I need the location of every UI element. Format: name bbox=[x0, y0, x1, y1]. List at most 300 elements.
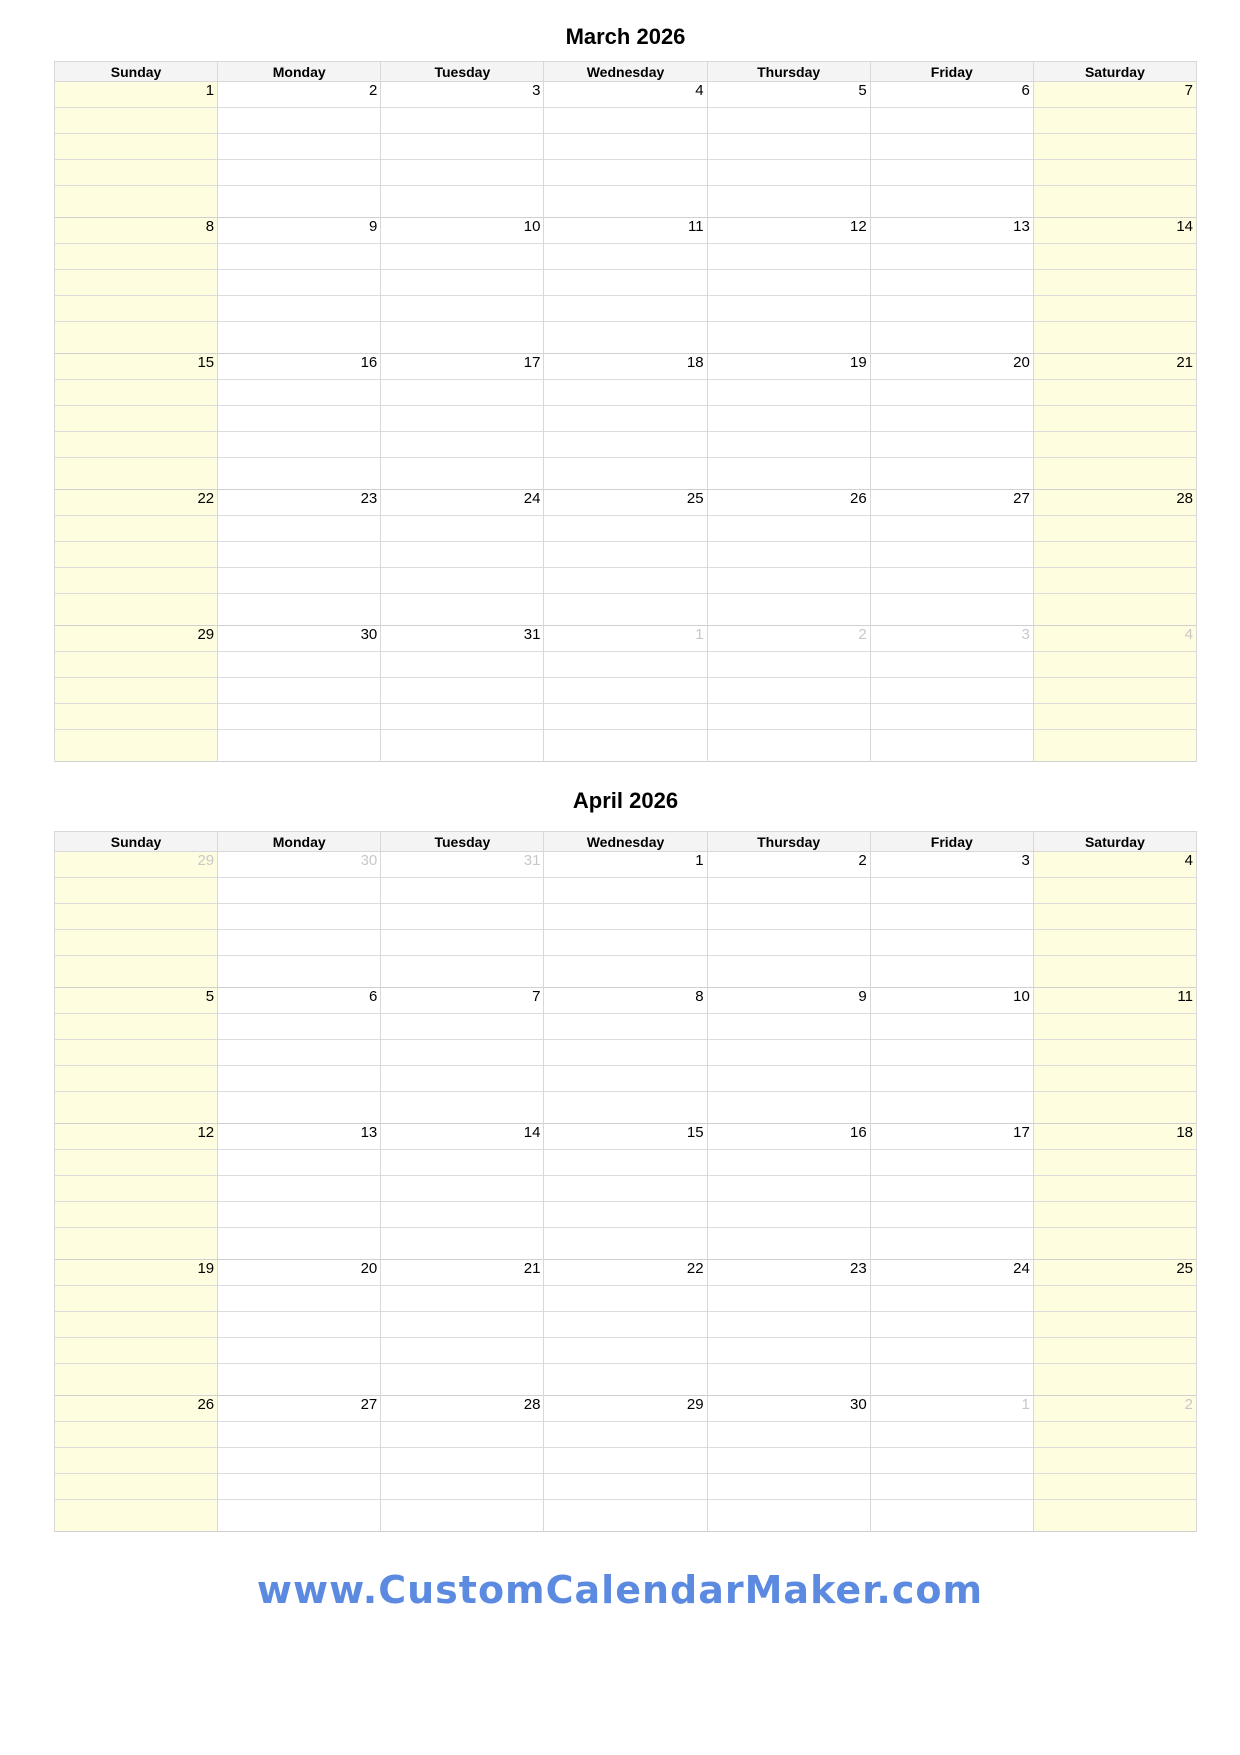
day-note-line bbox=[707, 186, 870, 218]
day-note-line bbox=[55, 568, 218, 594]
day-note-line bbox=[870, 594, 1033, 626]
day-number: 12 bbox=[707, 218, 870, 244]
day-note-line bbox=[381, 904, 544, 930]
day-number: 30 bbox=[218, 852, 381, 878]
day-note-line bbox=[870, 652, 1033, 678]
day-number: 14 bbox=[1033, 218, 1196, 244]
day-note-line bbox=[55, 1150, 218, 1176]
day-note-line bbox=[55, 542, 218, 568]
day-number: 1 bbox=[544, 852, 707, 878]
day-note-line bbox=[381, 1422, 544, 1448]
day-note-line bbox=[707, 380, 870, 406]
day-note-line bbox=[55, 186, 218, 218]
day-note-line bbox=[707, 594, 870, 626]
day-number: 31 bbox=[381, 626, 544, 652]
day-note-line bbox=[707, 1500, 870, 1532]
day-note-line bbox=[870, 704, 1033, 730]
day-number: 29 bbox=[55, 626, 218, 652]
day-note-line bbox=[870, 1150, 1033, 1176]
day-note-line bbox=[870, 730, 1033, 762]
day-note-line bbox=[1033, 652, 1196, 678]
day-note-line bbox=[1033, 322, 1196, 354]
weekday-header: Wednesday bbox=[544, 832, 707, 852]
day-note-line bbox=[218, 380, 381, 406]
day-note-line bbox=[1033, 380, 1196, 406]
day-note-line bbox=[707, 1150, 870, 1176]
day-note-line bbox=[870, 1176, 1033, 1202]
day-number: 30 bbox=[218, 626, 381, 652]
day-note-line bbox=[381, 1066, 544, 1092]
day-note-line bbox=[1033, 1286, 1196, 1312]
day-number: 1 bbox=[544, 626, 707, 652]
day-note-line bbox=[218, 134, 381, 160]
day-note-line bbox=[55, 1092, 218, 1124]
day-note-line bbox=[55, 134, 218, 160]
day-note-line bbox=[218, 296, 381, 322]
day-note-line bbox=[1033, 244, 1196, 270]
day-note-line bbox=[381, 730, 544, 762]
day-note-line bbox=[707, 516, 870, 542]
day-note-line bbox=[707, 1448, 870, 1474]
day-note-line bbox=[544, 270, 707, 296]
day-note-line bbox=[55, 432, 218, 458]
day-note-line bbox=[381, 1176, 544, 1202]
day-note-line bbox=[55, 1338, 218, 1364]
day-note-line bbox=[1033, 186, 1196, 218]
day-note-line bbox=[218, 652, 381, 678]
day-note-line bbox=[544, 1474, 707, 1500]
day-note-line bbox=[218, 594, 381, 626]
day-note-line bbox=[870, 1092, 1033, 1124]
day-note-line bbox=[544, 1448, 707, 1474]
day-note-line bbox=[55, 1364, 218, 1396]
day-note-line bbox=[55, 1014, 218, 1040]
day-note-line bbox=[218, 1474, 381, 1500]
day-note-line bbox=[544, 458, 707, 490]
day-number: 9 bbox=[218, 218, 381, 244]
day-note-line bbox=[544, 878, 707, 904]
day-number: 7 bbox=[1033, 82, 1196, 108]
day-number: 22 bbox=[55, 490, 218, 516]
day-note-line bbox=[1033, 878, 1196, 904]
day-note-line bbox=[707, 244, 870, 270]
day-note-line bbox=[870, 322, 1033, 354]
day-note-line bbox=[870, 904, 1033, 930]
day-note-line bbox=[544, 652, 707, 678]
day-number: 28 bbox=[381, 1396, 544, 1422]
day-note-line bbox=[544, 406, 707, 432]
weekday-header: Saturday bbox=[1033, 62, 1196, 82]
day-note-line bbox=[544, 1202, 707, 1228]
day-note-line bbox=[544, 1176, 707, 1202]
day-note-line bbox=[1033, 704, 1196, 730]
day-note-line bbox=[55, 678, 218, 704]
day-note-line bbox=[870, 1338, 1033, 1364]
day-note-line bbox=[218, 678, 381, 704]
day-note-line bbox=[870, 186, 1033, 218]
day-note-line bbox=[707, 432, 870, 458]
day-note-line bbox=[381, 594, 544, 626]
month-grid bbox=[54, 61, 1197, 762]
day-note-line bbox=[218, 244, 381, 270]
day-number: 5 bbox=[55, 988, 218, 1014]
day-note-line bbox=[381, 1150, 544, 1176]
day-note-line bbox=[1033, 1228, 1196, 1260]
day-note-line bbox=[1033, 1422, 1196, 1448]
day-number: 21 bbox=[381, 1260, 544, 1286]
day-note-line bbox=[870, 1014, 1033, 1040]
day-note-line bbox=[218, 1312, 381, 1338]
day-note-line bbox=[218, 1040, 381, 1066]
day-number: 16 bbox=[218, 354, 381, 380]
day-note-line bbox=[381, 1338, 544, 1364]
day-note-line bbox=[1033, 542, 1196, 568]
day-note-line bbox=[707, 1338, 870, 1364]
day-number: 26 bbox=[707, 490, 870, 516]
day-note-line bbox=[707, 652, 870, 678]
day-note-line bbox=[870, 930, 1033, 956]
day-note-line bbox=[544, 1066, 707, 1092]
day-note-line bbox=[381, 134, 544, 160]
site-logo[interactable]: www.CustomCalendarMaker.com bbox=[256, 1568, 984, 1612]
weekday-header: Tuesday bbox=[381, 62, 544, 82]
weekday-header: Tuesday bbox=[381, 832, 544, 852]
day-note-line bbox=[544, 704, 707, 730]
day-number: 13 bbox=[870, 218, 1033, 244]
day-number: 31 bbox=[381, 852, 544, 878]
day-note-line bbox=[218, 730, 381, 762]
day-note-line bbox=[544, 1092, 707, 1124]
day-note-line bbox=[870, 270, 1033, 296]
day-note-line bbox=[544, 542, 707, 568]
day-note-line bbox=[381, 1040, 544, 1066]
day-note-line bbox=[1033, 1092, 1196, 1124]
day-note-line bbox=[1033, 406, 1196, 432]
day-note-line bbox=[707, 878, 870, 904]
day-note-line bbox=[218, 930, 381, 956]
day-number: 8 bbox=[544, 988, 707, 1014]
day-number: 12 bbox=[55, 1124, 218, 1150]
day-note-line bbox=[218, 1422, 381, 1448]
day-note-line bbox=[1033, 160, 1196, 186]
day-note-line bbox=[1033, 930, 1196, 956]
day-note-line bbox=[1033, 1448, 1196, 1474]
day-note-line bbox=[1033, 1364, 1196, 1396]
day-note-line bbox=[381, 652, 544, 678]
day-number: 23 bbox=[218, 490, 381, 516]
day-note-line bbox=[218, 1448, 381, 1474]
day-number: 6 bbox=[870, 82, 1033, 108]
day-number: 3 bbox=[870, 626, 1033, 652]
day-number: 3 bbox=[381, 82, 544, 108]
day-note-line bbox=[870, 1312, 1033, 1338]
day-note-line bbox=[870, 1422, 1033, 1448]
day-note-line bbox=[381, 542, 544, 568]
day-note-line bbox=[544, 1500, 707, 1532]
day-note-line bbox=[55, 904, 218, 930]
day-note-line bbox=[544, 380, 707, 406]
day-note-line bbox=[707, 1066, 870, 1092]
day-note-line bbox=[707, 322, 870, 354]
day-note-line bbox=[218, 1066, 381, 1092]
day-note-line bbox=[55, 704, 218, 730]
day-note-line bbox=[218, 956, 381, 988]
day-note-line bbox=[381, 956, 544, 988]
day-note-line bbox=[55, 1228, 218, 1260]
day-note-line bbox=[55, 380, 218, 406]
day-note-line bbox=[544, 594, 707, 626]
day-note-line bbox=[1033, 1202, 1196, 1228]
day-note-line bbox=[870, 516, 1033, 542]
day-note-line bbox=[55, 930, 218, 956]
day-note-line bbox=[218, 160, 381, 186]
day-note-line bbox=[707, 1014, 870, 1040]
day-number: 23 bbox=[707, 1260, 870, 1286]
day-number: 25 bbox=[1033, 1260, 1196, 1286]
day-note-line bbox=[218, 1286, 381, 1312]
month-grid bbox=[54, 831, 1197, 1532]
day-note-line bbox=[1033, 568, 1196, 594]
day-note-line bbox=[55, 160, 218, 186]
day-note-line bbox=[870, 568, 1033, 594]
day-number: 4 bbox=[1033, 852, 1196, 878]
day-note-line bbox=[870, 1448, 1033, 1474]
day-note-line bbox=[381, 678, 544, 704]
day-note-line bbox=[870, 108, 1033, 134]
weekday-header: Wednesday bbox=[544, 62, 707, 82]
day-note-line bbox=[381, 704, 544, 730]
day-note-line bbox=[218, 1500, 381, 1532]
day-note-line bbox=[1033, 1338, 1196, 1364]
day-note-line bbox=[544, 1150, 707, 1176]
day-note-line bbox=[544, 904, 707, 930]
day-number: 1 bbox=[55, 82, 218, 108]
day-note-line bbox=[707, 730, 870, 762]
day-note-line bbox=[55, 1500, 218, 1532]
day-number: 6 bbox=[218, 988, 381, 1014]
day-note-line bbox=[544, 678, 707, 704]
weekday-header: Thursday bbox=[707, 62, 870, 82]
day-note-line bbox=[1033, 730, 1196, 762]
month-title: March 2026 bbox=[565, 24, 686, 49]
day-number: 24 bbox=[870, 1260, 1033, 1286]
day-note-line bbox=[1033, 678, 1196, 704]
day-note-line bbox=[55, 1422, 218, 1448]
day-note-line bbox=[55, 956, 218, 988]
day-note-line bbox=[55, 322, 218, 354]
day-note-line bbox=[55, 1286, 218, 1312]
day-note-line bbox=[870, 542, 1033, 568]
day-note-line bbox=[707, 568, 870, 594]
day-note-line bbox=[218, 1338, 381, 1364]
day-note-line bbox=[1033, 956, 1196, 988]
day-note-line bbox=[55, 878, 218, 904]
day-note-line bbox=[381, 108, 544, 134]
day-note-line bbox=[55, 516, 218, 542]
day-note-line bbox=[381, 516, 544, 542]
day-note-line bbox=[544, 108, 707, 134]
weekday-header: Saturday bbox=[1033, 832, 1196, 852]
day-note-line bbox=[381, 1474, 544, 1500]
day-note-line bbox=[218, 1228, 381, 1260]
day-note-line bbox=[218, 1150, 381, 1176]
day-note-line bbox=[544, 1312, 707, 1338]
day-note-line bbox=[544, 1228, 707, 1260]
day-number: 29 bbox=[55, 852, 218, 878]
day-note-line bbox=[381, 380, 544, 406]
day-number: 2 bbox=[218, 82, 381, 108]
day-note-line bbox=[1033, 458, 1196, 490]
day-note-line bbox=[870, 1500, 1033, 1532]
day-note-line bbox=[55, 270, 218, 296]
day-note-line bbox=[381, 1312, 544, 1338]
day-note-line bbox=[707, 108, 870, 134]
day-note-line bbox=[218, 322, 381, 354]
day-note-line bbox=[55, 1040, 218, 1066]
day-number: 16 bbox=[707, 1124, 870, 1150]
day-number: 9 bbox=[707, 988, 870, 1014]
weekday-header: Thursday bbox=[707, 832, 870, 852]
day-note-line bbox=[381, 458, 544, 490]
day-note-line bbox=[381, 1500, 544, 1532]
day-note-line bbox=[381, 568, 544, 594]
day-note-line bbox=[707, 904, 870, 930]
day-note-line bbox=[1033, 296, 1196, 322]
day-note-line bbox=[218, 704, 381, 730]
day-note-line bbox=[1033, 1500, 1196, 1532]
day-note-line bbox=[544, 1014, 707, 1040]
day-note-line bbox=[544, 134, 707, 160]
day-number: 27 bbox=[218, 1396, 381, 1422]
day-note-line bbox=[707, 1286, 870, 1312]
day-number: 29 bbox=[544, 1396, 707, 1422]
day-number: 4 bbox=[1033, 626, 1196, 652]
day-note-line bbox=[381, 406, 544, 432]
day-note-line bbox=[544, 1040, 707, 1066]
day-note-line bbox=[218, 1176, 381, 1202]
day-note-line bbox=[870, 1202, 1033, 1228]
day-note-line bbox=[218, 1202, 381, 1228]
day-note-line bbox=[870, 296, 1033, 322]
day-note-line bbox=[1033, 516, 1196, 542]
day-note-line bbox=[55, 652, 218, 678]
day-number: 17 bbox=[870, 1124, 1033, 1150]
day-note-line bbox=[544, 730, 707, 762]
calendar-march bbox=[54, 22, 1197, 762]
weekday-header: Friday bbox=[870, 62, 1033, 82]
day-number: 25 bbox=[544, 490, 707, 516]
day-note-line bbox=[707, 1040, 870, 1066]
day-number: 7 bbox=[381, 988, 544, 1014]
day-number: 2 bbox=[707, 626, 870, 652]
day-number: 3 bbox=[870, 852, 1033, 878]
day-note-line bbox=[544, 322, 707, 354]
day-note-line bbox=[870, 458, 1033, 490]
day-note-line bbox=[870, 878, 1033, 904]
day-number: 19 bbox=[707, 354, 870, 380]
day-note-line bbox=[381, 1228, 544, 1260]
day-note-line bbox=[1033, 1014, 1196, 1040]
day-note-line bbox=[1033, 432, 1196, 458]
day-number: 5 bbox=[707, 82, 870, 108]
day-note-line bbox=[870, 1474, 1033, 1500]
day-note-line bbox=[218, 542, 381, 568]
day-number: 2 bbox=[707, 852, 870, 878]
day-note-line bbox=[55, 1312, 218, 1338]
day-note-line bbox=[381, 1014, 544, 1040]
day-note-line bbox=[870, 1040, 1033, 1066]
day-note-line bbox=[1033, 270, 1196, 296]
day-note-line bbox=[1033, 1040, 1196, 1066]
day-note-line bbox=[55, 1474, 218, 1500]
day-note-line bbox=[218, 516, 381, 542]
day-number: 17 bbox=[381, 354, 544, 380]
day-note-line bbox=[707, 930, 870, 956]
day-note-line bbox=[544, 296, 707, 322]
day-note-line bbox=[707, 458, 870, 490]
day-note-line bbox=[707, 1364, 870, 1396]
day-note-line bbox=[218, 108, 381, 134]
day-note-line bbox=[544, 956, 707, 988]
day-note-line bbox=[1033, 1150, 1196, 1176]
day-note-line bbox=[870, 956, 1033, 988]
day-note-line bbox=[544, 1286, 707, 1312]
day-note-line bbox=[544, 186, 707, 218]
day-note-line bbox=[55, 1202, 218, 1228]
day-note-line bbox=[707, 678, 870, 704]
day-note-line bbox=[707, 1474, 870, 1500]
day-number: 20 bbox=[870, 354, 1033, 380]
day-number: 21 bbox=[1033, 354, 1196, 380]
day-number: 19 bbox=[55, 1260, 218, 1286]
day-note-line bbox=[381, 160, 544, 186]
day-note-line bbox=[1033, 1312, 1196, 1338]
day-note-line bbox=[707, 542, 870, 568]
day-note-line bbox=[870, 134, 1033, 160]
day-note-line bbox=[218, 878, 381, 904]
day-note-line bbox=[381, 1448, 544, 1474]
day-number: 8 bbox=[55, 218, 218, 244]
day-note-line bbox=[707, 704, 870, 730]
day-number: 30 bbox=[707, 1396, 870, 1422]
day-note-line bbox=[218, 270, 381, 296]
day-note-line bbox=[381, 1202, 544, 1228]
day-number: 27 bbox=[870, 490, 1033, 516]
day-note-line bbox=[381, 322, 544, 354]
day-note-line bbox=[218, 904, 381, 930]
day-note-line bbox=[218, 406, 381, 432]
day-note-line bbox=[544, 568, 707, 594]
day-note-line bbox=[55, 1066, 218, 1092]
day-note-line bbox=[870, 432, 1033, 458]
day-note-line bbox=[870, 1228, 1033, 1260]
day-number: 13 bbox=[218, 1124, 381, 1150]
weekday-header: Sunday bbox=[55, 62, 218, 82]
day-note-line bbox=[1033, 1176, 1196, 1202]
day-note-line bbox=[870, 1364, 1033, 1396]
day-note-line bbox=[55, 594, 218, 626]
day-number: 26 bbox=[55, 1396, 218, 1422]
day-number: 18 bbox=[544, 354, 707, 380]
day-note-line bbox=[381, 878, 544, 904]
day-note-line bbox=[55, 406, 218, 432]
day-number: 20 bbox=[218, 1260, 381, 1286]
day-note-line bbox=[707, 1176, 870, 1202]
day-number: 28 bbox=[1033, 490, 1196, 516]
day-note-line bbox=[218, 1364, 381, 1396]
day-note-line bbox=[218, 186, 381, 218]
day-note-line bbox=[870, 406, 1033, 432]
